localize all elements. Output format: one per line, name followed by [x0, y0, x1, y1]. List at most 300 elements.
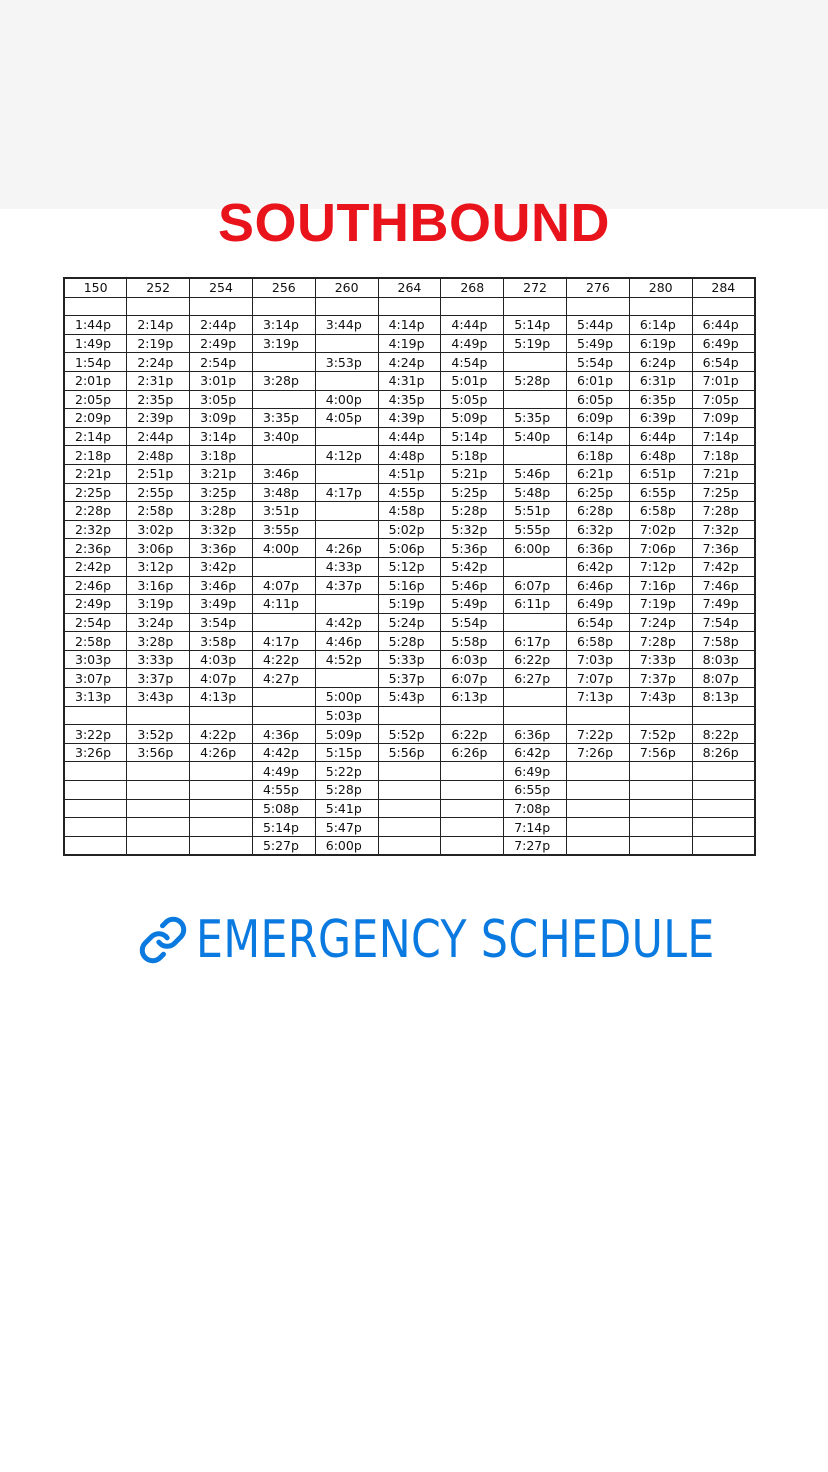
time-cell: 4:00p: [252, 539, 315, 558]
time-cell: [504, 390, 567, 409]
table-row: [64, 297, 755, 316]
time-cell: [441, 836, 504, 855]
time-cell: 6:22p: [504, 650, 567, 669]
time-cell: 3:19p: [127, 595, 190, 614]
time-cell: 2:48p: [127, 446, 190, 465]
time-cell: [567, 297, 630, 316]
time-cell: 5:35p: [504, 409, 567, 428]
table-row: [64, 836, 755, 855]
time-cell: 4:55p: [378, 483, 441, 502]
time-cell: [441, 706, 504, 725]
time-cell: [629, 836, 692, 855]
top-band: [0, 0, 828, 209]
time-cell: 3:16p: [127, 576, 190, 595]
time-cell: [252, 390, 315, 409]
time-cell: 6:14p: [629, 316, 692, 335]
time-cell: 4:07p: [252, 576, 315, 595]
time-cell: 6:58p: [567, 632, 630, 651]
time-cell: 7:56p: [629, 743, 692, 762]
emergency-schedule-label: EMERGENCY SCHEDULE: [195, 910, 715, 970]
time-cell: 6:19p: [629, 334, 692, 353]
time-cell: 7:28p: [692, 502, 755, 521]
time-cell: [441, 799, 504, 818]
time-cell: 4:48p: [378, 446, 441, 465]
time-cell: 5:32p: [441, 520, 504, 539]
table-row: [64, 706, 755, 725]
time-cell: 5:28p: [504, 371, 567, 390]
time-cell: 3:18p: [190, 446, 253, 465]
time-cell: 4:44p: [441, 316, 504, 335]
column-header: 254: [190, 278, 253, 297]
time-cell: [692, 836, 755, 855]
time-cell: 7:58p: [692, 632, 755, 651]
time-cell: 4:11p: [252, 595, 315, 614]
time-cell: [629, 297, 692, 316]
time-cell: 7:36p: [692, 539, 755, 558]
time-cell: 8:07p: [692, 669, 755, 688]
time-cell: 5:18p: [441, 446, 504, 465]
time-cell: 3:35p: [252, 409, 315, 428]
time-cell: 7:21p: [692, 464, 755, 483]
time-cell: 5:06p: [378, 539, 441, 558]
time-cell: 6:54p: [567, 613, 630, 632]
table-row: [64, 371, 755, 390]
time-cell: 5:49p: [567, 334, 630, 353]
time-cell: 5:16p: [378, 576, 441, 595]
time-cell: 5:14p: [504, 316, 567, 335]
time-cell: 3:49p: [190, 595, 253, 614]
table-row: [64, 409, 755, 428]
time-cell: [127, 836, 190, 855]
time-cell: 6:55p: [504, 781, 567, 800]
time-cell: [64, 818, 127, 837]
time-cell: 2:55p: [127, 483, 190, 502]
time-cell: [127, 799, 190, 818]
time-cell: [567, 706, 630, 725]
time-cell: [692, 818, 755, 837]
time-cell: 3:24p: [127, 613, 190, 632]
time-cell: 5:55p: [504, 520, 567, 539]
time-cell: [692, 297, 755, 316]
time-cell: 3:09p: [190, 409, 253, 428]
time-cell: 4:14p: [378, 316, 441, 335]
time-cell: 5:21p: [441, 464, 504, 483]
time-cell: 6:54p: [692, 353, 755, 372]
time-cell: [127, 818, 190, 837]
time-cell: 7:12p: [629, 557, 692, 576]
time-cell: 3:33p: [127, 650, 190, 669]
time-cell: 6:32p: [567, 520, 630, 539]
table-row: [64, 688, 755, 707]
time-cell: 8:03p: [692, 650, 755, 669]
time-cell: 6:49p: [567, 595, 630, 614]
time-cell: [378, 297, 441, 316]
time-cell: 2:46p: [64, 576, 127, 595]
table-row: [64, 446, 755, 465]
table-row: [64, 743, 755, 762]
time-cell: 7:33p: [629, 650, 692, 669]
time-cell: [629, 706, 692, 725]
table-row: [64, 353, 755, 372]
time-cell: 6:07p: [504, 576, 567, 595]
time-cell: 6:42p: [504, 743, 567, 762]
schedule-table-container: [63, 277, 756, 856]
column-header: 264: [378, 278, 441, 297]
time-cell: 6:13p: [441, 688, 504, 707]
time-cell: 5:46p: [504, 464, 567, 483]
time-cell: 5:22p: [315, 762, 378, 781]
table-row: [64, 557, 755, 576]
time-cell: 5:14p: [441, 427, 504, 446]
time-cell: 4:55p: [252, 781, 315, 800]
time-cell: 7:32p: [692, 520, 755, 539]
time-cell: 6:01p: [567, 371, 630, 390]
time-cell: 4:33p: [315, 557, 378, 576]
time-cell: 6:36p: [567, 539, 630, 558]
table-row: [64, 483, 755, 502]
time-cell: 6:39p: [629, 409, 692, 428]
time-cell: 4:36p: [252, 725, 315, 744]
time-cell: 5:27p: [252, 836, 315, 855]
time-cell: 3:53p: [315, 353, 378, 372]
table-row: [64, 781, 755, 800]
time-cell: 2:44p: [127, 427, 190, 446]
time-cell: 7:03p: [567, 650, 630, 669]
time-cell: 4:27p: [252, 669, 315, 688]
time-cell: [64, 762, 127, 781]
column-header: 280: [629, 278, 692, 297]
time-cell: [315, 669, 378, 688]
time-cell: 6:00p: [315, 836, 378, 855]
time-cell: 4:26p: [190, 743, 253, 762]
time-cell: 3:05p: [190, 390, 253, 409]
time-cell: 4:42p: [252, 743, 315, 762]
time-cell: 6:49p: [692, 334, 755, 353]
time-cell: 7:01p: [692, 371, 755, 390]
time-cell: 6:25p: [567, 483, 630, 502]
time-cell: 2:44p: [190, 316, 253, 335]
time-cell: 3:37p: [127, 669, 190, 688]
time-cell: 2:24p: [127, 353, 190, 372]
time-cell: 6:21p: [567, 464, 630, 483]
time-cell: 3:56p: [127, 743, 190, 762]
time-cell: [441, 818, 504, 837]
time-cell: 3:46p: [252, 464, 315, 483]
time-cell: 7:09p: [692, 409, 755, 428]
time-cell: [127, 781, 190, 800]
time-cell: 6:46p: [567, 576, 630, 595]
time-cell: [504, 706, 567, 725]
time-cell: 4:49p: [252, 762, 315, 781]
time-cell: 6:44p: [692, 316, 755, 335]
time-cell: 5:43p: [378, 688, 441, 707]
time-cell: 2:01p: [64, 371, 127, 390]
time-cell: 7:02p: [629, 520, 692, 539]
time-cell: 4:00p: [315, 390, 378, 409]
time-cell: 7:26p: [567, 743, 630, 762]
time-cell: [315, 464, 378, 483]
time-cell: 3:32p: [190, 520, 253, 539]
time-cell: 5:54p: [567, 353, 630, 372]
time-cell: 4:12p: [315, 446, 378, 465]
time-cell: 2:39p: [127, 409, 190, 428]
time-cell: 6:00p: [504, 539, 567, 558]
time-cell: 2:58p: [64, 632, 127, 651]
time-cell: 7:16p: [629, 576, 692, 595]
time-cell: [378, 836, 441, 855]
time-cell: 2:14p: [127, 316, 190, 335]
time-cell: 8:22p: [692, 725, 755, 744]
column-header: 260: [315, 278, 378, 297]
table-row: [64, 539, 755, 558]
time-cell: 5:37p: [378, 669, 441, 688]
time-cell: 2:35p: [127, 390, 190, 409]
time-cell: 6:09p: [567, 409, 630, 428]
time-cell: 4:51p: [378, 464, 441, 483]
time-cell: 4:19p: [378, 334, 441, 353]
table-row: [64, 613, 755, 632]
time-cell: [252, 446, 315, 465]
time-cell: 7:18p: [692, 446, 755, 465]
time-cell: [504, 688, 567, 707]
time-cell: [504, 446, 567, 465]
time-cell: [315, 334, 378, 353]
time-cell: [127, 297, 190, 316]
table-row: [64, 520, 755, 539]
time-cell: 6:03p: [441, 650, 504, 669]
time-cell: 4:42p: [315, 613, 378, 632]
time-cell: 5:48p: [504, 483, 567, 502]
time-cell: 3:01p: [190, 371, 253, 390]
time-cell: 3:46p: [190, 576, 253, 595]
time-cell: 6:31p: [629, 371, 692, 390]
page-title: SOUTHBOUND: [218, 193, 610, 253]
time-cell: [315, 595, 378, 614]
time-cell: 4:39p: [378, 409, 441, 428]
time-cell: 6:07p: [441, 669, 504, 688]
time-cell: 7:14p: [692, 427, 755, 446]
time-cell: 5:03p: [315, 706, 378, 725]
column-header: 272: [504, 278, 567, 297]
time-cell: 2:58p: [127, 502, 190, 521]
time-cell: 7:14p: [504, 818, 567, 837]
time-cell: 6:28p: [567, 502, 630, 521]
time-cell: 3:42p: [190, 557, 253, 576]
time-cell: 6:05p: [567, 390, 630, 409]
time-cell: [378, 781, 441, 800]
time-cell: 3:14p: [190, 427, 253, 446]
time-cell: 5:49p: [441, 595, 504, 614]
time-cell: 5:19p: [378, 595, 441, 614]
time-cell: 7:24p: [629, 613, 692, 632]
time-cell: 6:42p: [567, 557, 630, 576]
time-cell: 5:09p: [315, 725, 378, 744]
time-cell: [315, 371, 378, 390]
time-cell: 4:05p: [315, 409, 378, 428]
time-cell: [127, 762, 190, 781]
time-cell: 2:54p: [190, 353, 253, 372]
time-cell: 6:11p: [504, 595, 567, 614]
time-cell: 2:09p: [64, 409, 127, 428]
time-cell: 7:28p: [629, 632, 692, 651]
time-cell: 7:43p: [629, 688, 692, 707]
time-cell: [252, 613, 315, 632]
time-cell: 2:25p: [64, 483, 127, 502]
time-cell: [252, 353, 315, 372]
time-cell: 4:58p: [378, 502, 441, 521]
time-cell: 8:26p: [692, 743, 755, 762]
time-cell: 2:49p: [64, 595, 127, 614]
time-cell: 4:52p: [315, 650, 378, 669]
table-row: [64, 427, 755, 446]
time-cell: 6:26p: [441, 743, 504, 762]
time-cell: 3:44p: [315, 316, 378, 335]
time-cell: 7:52p: [629, 725, 692, 744]
time-cell: 3:36p: [190, 539, 253, 558]
time-cell: 2:36p: [64, 539, 127, 558]
time-cell: 4:22p: [252, 650, 315, 669]
time-cell: 3:21p: [190, 464, 253, 483]
time-cell: [378, 706, 441, 725]
time-cell: 5:08p: [252, 799, 315, 818]
time-cell: [378, 762, 441, 781]
time-cell: 7:27p: [504, 836, 567, 855]
time-cell: 5:12p: [378, 557, 441, 576]
time-cell: [252, 297, 315, 316]
schedule-table: [63, 277, 756, 856]
time-cell: 5:19p: [504, 334, 567, 353]
time-cell: 5:02p: [378, 520, 441, 539]
time-cell: 5:28p: [378, 632, 441, 651]
time-cell: 4:13p: [190, 688, 253, 707]
time-cell: 7:19p: [629, 595, 692, 614]
time-cell: 3:40p: [252, 427, 315, 446]
time-cell: 6:58p: [629, 502, 692, 521]
time-cell: [190, 799, 253, 818]
column-header: 150: [64, 278, 127, 297]
time-cell: [190, 836, 253, 855]
emergency-schedule-link[interactable]: [0, 908, 828, 972]
time-cell: 2:21p: [64, 464, 127, 483]
time-cell: 5:14p: [252, 818, 315, 837]
time-cell: 4:24p: [378, 353, 441, 372]
time-cell: [629, 799, 692, 818]
time-cell: 2:31p: [127, 371, 190, 390]
table-row: [64, 762, 755, 781]
time-cell: 2:19p: [127, 334, 190, 353]
time-cell: [567, 762, 630, 781]
time-cell: 6:49p: [504, 762, 567, 781]
time-cell: 6:22p: [441, 725, 504, 744]
time-cell: [64, 706, 127, 725]
time-cell: 2:14p: [64, 427, 127, 446]
time-cell: 3:07p: [64, 669, 127, 688]
time-cell: [441, 781, 504, 800]
time-cell: [127, 706, 190, 725]
time-cell: 4:54p: [441, 353, 504, 372]
time-cell: [567, 836, 630, 855]
time-cell: 3:51p: [252, 502, 315, 521]
time-cell: [64, 836, 127, 855]
time-cell: 7:25p: [692, 483, 755, 502]
time-cell: [567, 818, 630, 837]
time-cell: 4:46p: [315, 632, 378, 651]
time-cell: 2:42p: [64, 557, 127, 576]
time-cell: 5:58p: [441, 632, 504, 651]
time-cell: [567, 781, 630, 800]
time-cell: 3:28p: [252, 371, 315, 390]
time-cell: 5:54p: [441, 613, 504, 632]
time-cell: 7:37p: [629, 669, 692, 688]
table-row: [64, 650, 755, 669]
time-cell: 3:48p: [252, 483, 315, 502]
table-row: [64, 669, 755, 688]
table-row: [64, 576, 755, 595]
time-cell: 5:42p: [441, 557, 504, 576]
column-header: 268: [441, 278, 504, 297]
time-cell: 7:13p: [567, 688, 630, 707]
time-cell: [315, 502, 378, 521]
table-row: [64, 390, 755, 409]
time-cell: 5:33p: [378, 650, 441, 669]
time-cell: 3:52p: [127, 725, 190, 744]
time-cell: 5:24p: [378, 613, 441, 632]
time-cell: 4:03p: [190, 650, 253, 669]
time-cell: [64, 781, 127, 800]
time-cell: 6:17p: [504, 632, 567, 651]
time-cell: 3:19p: [252, 334, 315, 353]
time-cell: 3:13p: [64, 688, 127, 707]
table-row: [64, 632, 755, 651]
time-cell: 4:22p: [190, 725, 253, 744]
time-cell: 5:25p: [441, 483, 504, 502]
time-cell: 5:05p: [441, 390, 504, 409]
table-row: [64, 595, 755, 614]
time-cell: 4:17p: [315, 483, 378, 502]
time-cell: [629, 762, 692, 781]
time-cell: [692, 799, 755, 818]
time-cell: 5:15p: [315, 743, 378, 762]
time-cell: 6:44p: [629, 427, 692, 446]
time-cell: 3:25p: [190, 483, 253, 502]
time-cell: 5:51p: [504, 502, 567, 521]
time-cell: [252, 557, 315, 576]
time-cell: 5:36p: [441, 539, 504, 558]
time-cell: 6:18p: [567, 446, 630, 465]
time-cell: 7:49p: [692, 595, 755, 614]
time-cell: [629, 818, 692, 837]
time-cell: [692, 762, 755, 781]
time-cell: 6:35p: [629, 390, 692, 409]
table-row: [64, 799, 755, 818]
time-cell: 6:24p: [629, 353, 692, 372]
time-cell: 4:31p: [378, 371, 441, 390]
table-row: [64, 502, 755, 521]
column-header: 284: [692, 278, 755, 297]
time-cell: 4:35p: [378, 390, 441, 409]
time-cell: 5:47p: [315, 818, 378, 837]
time-cell: [441, 762, 504, 781]
column-header: 252: [127, 278, 190, 297]
time-cell: [252, 706, 315, 725]
time-cell: 1:49p: [64, 334, 127, 353]
time-cell: 3:43p: [127, 688, 190, 707]
time-cell: 5:41p: [315, 799, 378, 818]
time-cell: 1:44p: [64, 316, 127, 335]
time-cell: 3:06p: [127, 539, 190, 558]
link-icon: [138, 915, 188, 965]
time-cell: 5:52p: [378, 725, 441, 744]
